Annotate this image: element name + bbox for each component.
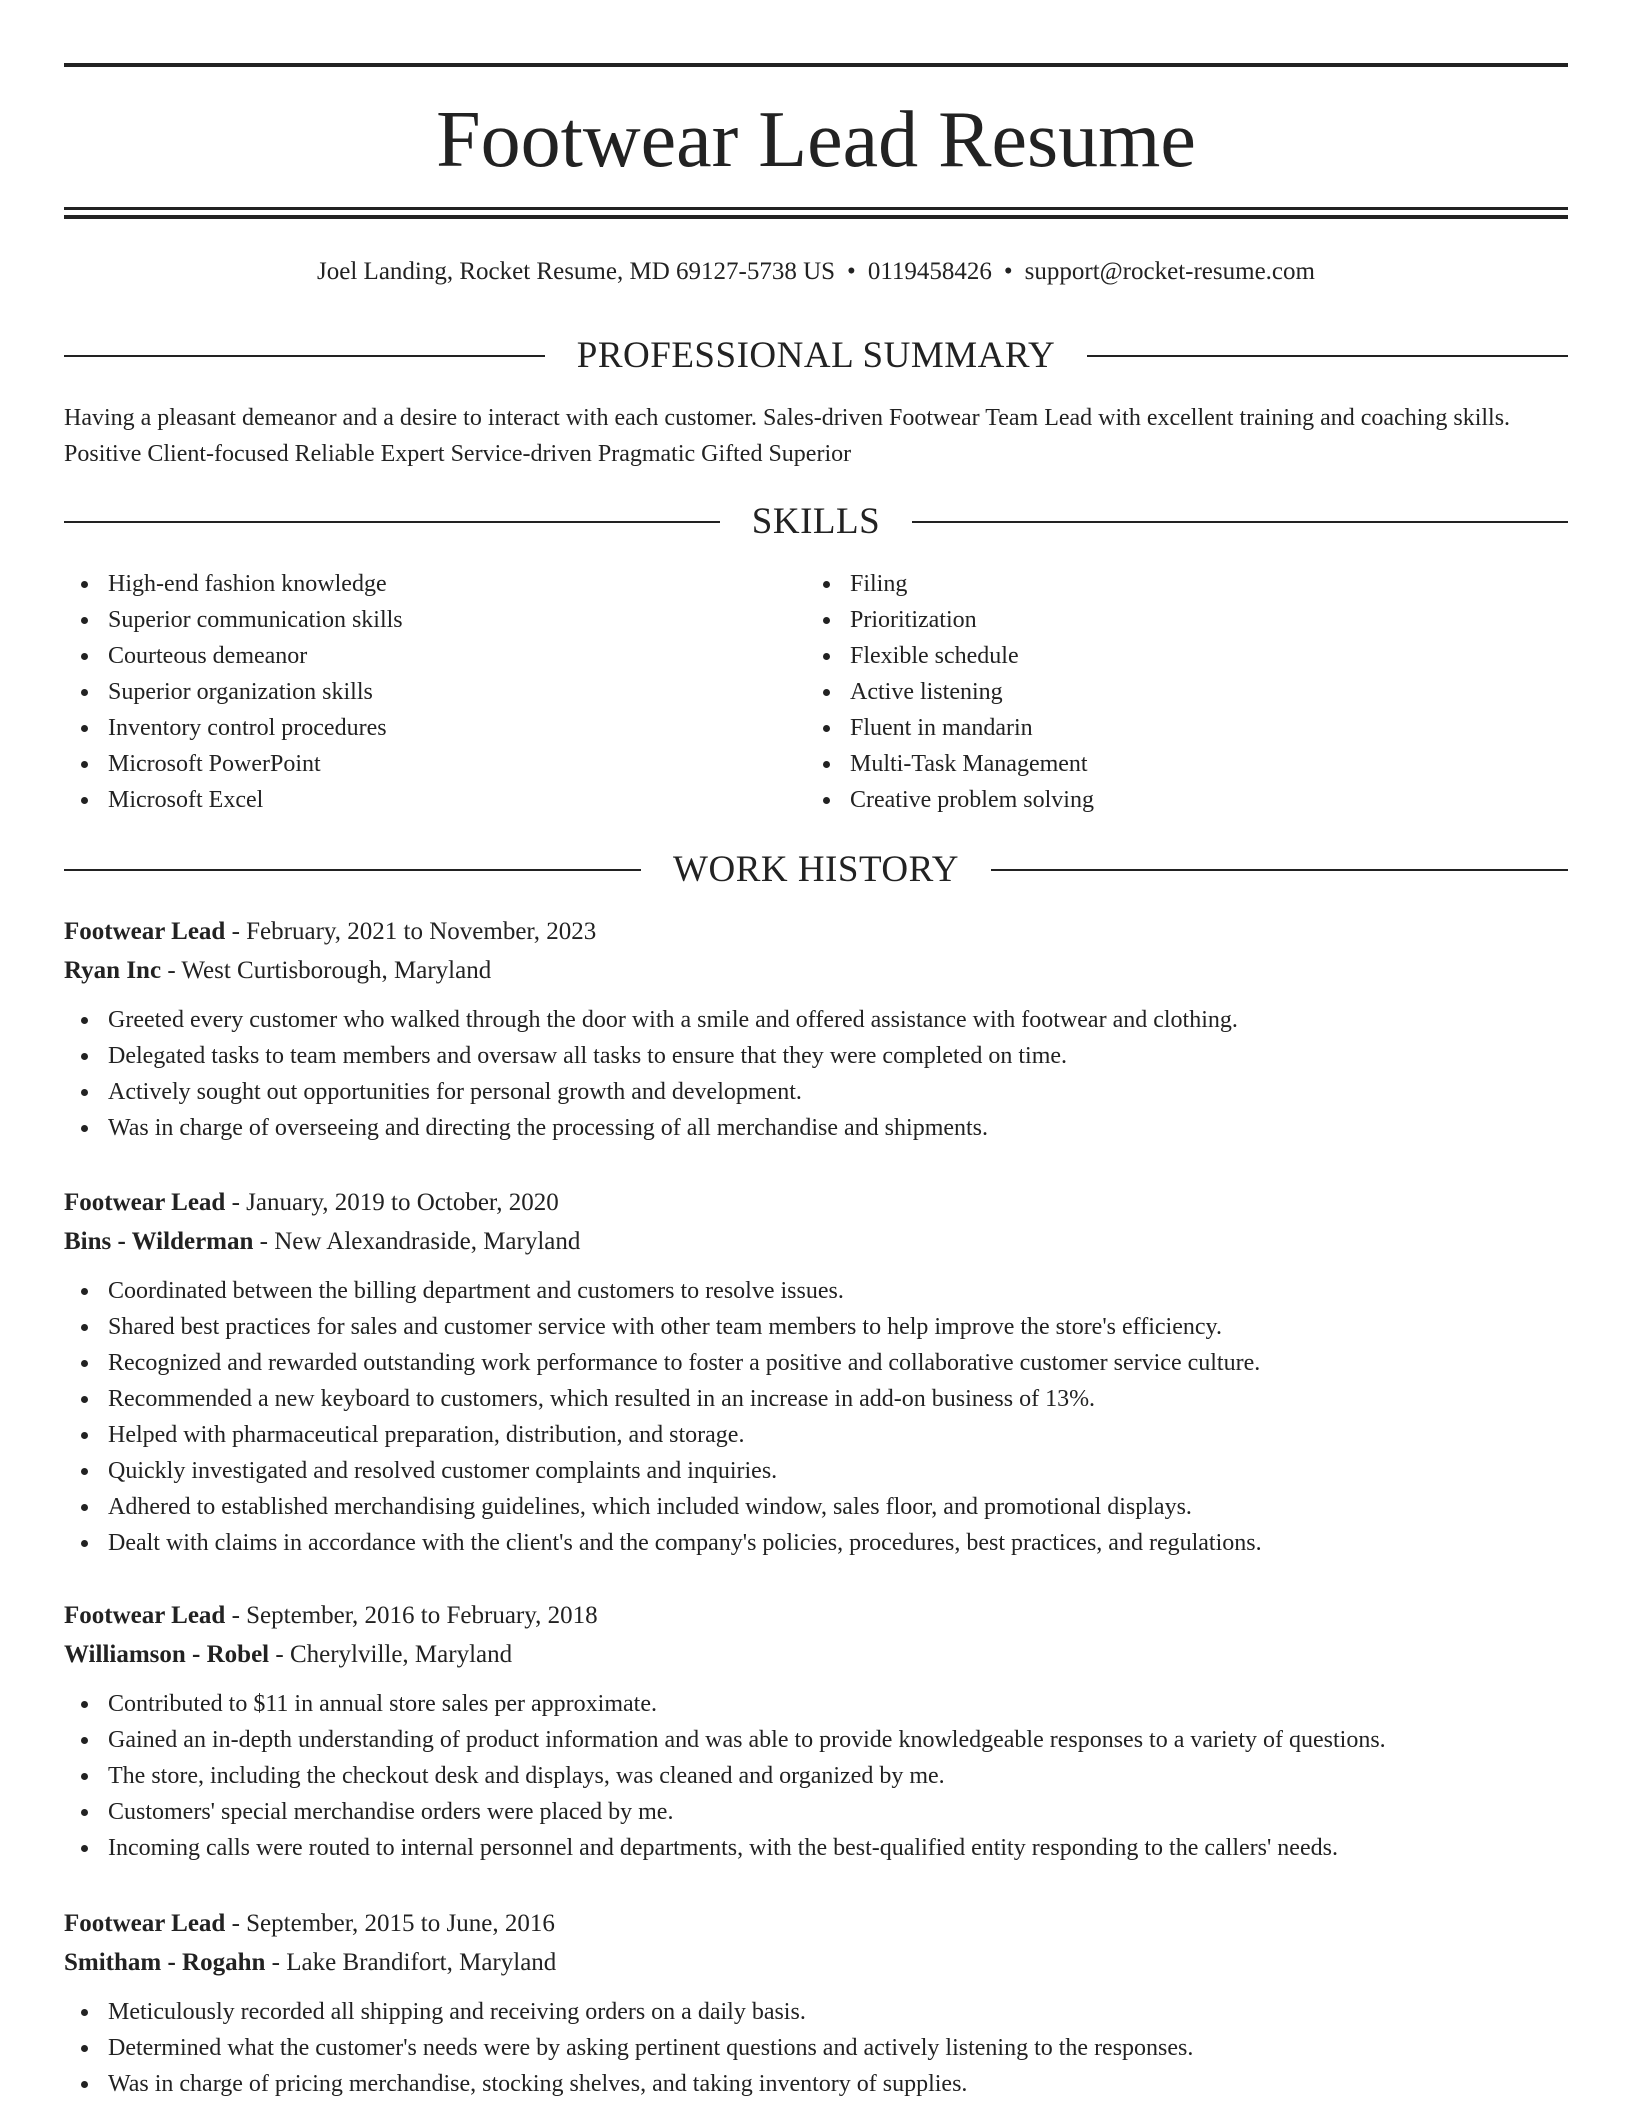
job-company: Bins - Wilderman <box>64 1228 254 1255</box>
skills-list-right <box>806 566 1546 818</box>
contact-address: Joel Landing, Rocket Resume, MD 69127-5738 US <box>317 258 836 285</box>
job-bullet: Coordinated between the billing department and customers to resolve issues. <box>64 1273 1568 1309</box>
skills-list-left <box>64 566 804 818</box>
job-title: Footwear Lead <box>64 918 226 945</box>
skill-item: Prioritization <box>806 602 1546 638</box>
job-location: - Lake Brandifort, Maryland <box>265 1949 557 1976</box>
title-rule-lower <box>64 215 1568 219</box>
job-bullet: Incoming calls were routed to internal personnel and departments, with the best-qualified entity responding to the callers' needs. <box>64 1830 1568 1866</box>
job-title-line <box>64 912 1568 951</box>
job-location: - New Alexandraside, Maryland <box>253 1228 581 1255</box>
contact-separator: • <box>1003 258 1013 285</box>
job-bullet: Contributed to $11 in annual store sales per approximate. <box>64 1686 1568 1722</box>
section-header-skills <box>64 502 1568 542</box>
section-title: SKILLS <box>751 501 881 542</box>
job-entry <box>64 1904 1568 2102</box>
contact-line <box>64 254 1568 290</box>
section-header-summary <box>64 336 1568 376</box>
job-bullets <box>64 1686 1568 1866</box>
job-dates: - February, 2021 to November, 2023 <box>225 918 597 945</box>
job-bullet: The store, including the checkout desk and displays, was cleaned and organized by me. <box>64 1758 1568 1794</box>
job-company-line <box>64 951 1568 990</box>
title-rule-upper <box>64 207 1568 210</box>
job-bullet: Shared best practices for sales and customer service with other team members to help improve the store's efficiency. <box>64 1309 1568 1345</box>
job-bullet: Customers' special merchandise orders were placed by me. <box>64 1794 1568 1830</box>
job-company-line <box>64 1943 1568 1982</box>
job-bullet: Gained an in-depth understanding of product information and was able to provide knowledgeable responses to a variety of questions. <box>64 1722 1568 1758</box>
contact-phone: 0119458426 <box>867 258 992 285</box>
skill-item: Inventory control procedures <box>64 710 804 746</box>
job-bullet: Actively sought out opportunities for personal growth and development. <box>64 1074 1568 1110</box>
job-title-line <box>64 1183 1568 1222</box>
skill-item: Flexible schedule <box>806 638 1546 674</box>
job-bullet: Recognized and rewarded outstanding work performance to foster a positive and collaborative customer service culture. <box>64 1345 1568 1381</box>
skill-item: Courteous demeanor <box>64 638 804 674</box>
job-company: Smitham - Rogahn <box>64 1949 266 1976</box>
job-bullets <box>64 1002 1568 1146</box>
skill-item: Active listening <box>806 674 1546 710</box>
top-rule <box>64 63 1568 67</box>
job-company: Williamson - Robel <box>64 1641 270 1668</box>
contact-separator: • <box>847 258 856 285</box>
job-title-line <box>64 1904 1568 1943</box>
job-title: Footwear Lead <box>64 1602 226 1629</box>
job-bullet: Meticulously recorded all shipping and receiving orders on a daily basis. <box>64 1994 1568 2030</box>
job-location: - Cherylville, Maryland <box>269 1641 513 1668</box>
job-bullet: Was in charge of pricing merchandise, stocking shelves, and taking inventory of supplies. <box>64 2066 1568 2102</box>
contact-email: support@rocket-resume.com <box>1024 258 1315 285</box>
job-company: Ryan Inc <box>64 957 162 984</box>
section-rule <box>991 869 1568 871</box>
job-bullet: Dealt with claims in accordance with the client's and the company's policies, procedures, best practices, and regulations. <box>64 1525 1568 1561</box>
job-dates: - September, 2016 to February, 2018 <box>225 1602 598 1629</box>
job-bullets <box>64 1273 1568 1561</box>
skill-item: Microsoft Excel <box>64 782 804 818</box>
summary-text: Having a pleasant demeanor and a desire to interact with each customer. Sales-driven Footwear Team Lead with excellent training and coaching skills. Positive Client-focused Reliable Expert Service-driven Pragmatic Gifted Superior <box>64 405 1511 467</box>
job-bullet: Recommended a new keyboard to customers, which resulted in an increase in add-on business of 13%. <box>64 1381 1568 1417</box>
skill-item: Filing <box>806 566 1546 602</box>
section-title: PROFESSIONAL SUMMARY <box>576 335 1056 376</box>
job-bullet: Greeted every customer who walked through the door with a smile and offered assistance with footwear and clothing. <box>64 1002 1568 1038</box>
skill-item: Creative problem solving <box>806 782 1546 818</box>
job-bullets <box>64 1994 1568 2102</box>
skill-item: Fluent in mandarin <box>806 710 1546 746</box>
job-entry <box>64 1183 1568 1561</box>
section-header-work-history <box>64 850 1568 890</box>
skill-item: High-end fashion knowledge <box>64 566 804 602</box>
section-rule <box>912 521 1568 523</box>
section-title: WORK HISTORY <box>673 849 959 890</box>
job-company-line <box>64 1635 1568 1674</box>
job-dates: - January, 2019 to October, 2020 <box>225 1189 559 1216</box>
skill-item: Superior organization skills <box>64 674 804 710</box>
section-rule <box>64 869 641 871</box>
skill-item: Multi-Task Management <box>806 746 1546 782</box>
job-bullet: Delegated tasks to team members and oversaw all tasks to ensure that they were completed on time. <box>64 1038 1568 1074</box>
skill-item: Superior communication skills <box>64 602 804 638</box>
job-entry <box>64 1596 1568 1866</box>
job-bullet: Quickly investigated and resolved customer complaints and inquiries. <box>64 1453 1568 1489</box>
job-title: Footwear Lead <box>64 1189 226 1216</box>
job-bullet: Adhered to established merchandising guidelines, which included window, sales floor, and promotional displays. <box>64 1489 1568 1525</box>
job-bullet: Helped with pharmaceutical preparation, distribution, and storage. <box>64 1417 1568 1453</box>
job-entry <box>64 912 1568 1146</box>
job-title: Footwear Lead <box>64 1910 226 1937</box>
job-title-line <box>64 1596 1568 1635</box>
page-title: Footwear Lead Resume <box>436 96 1196 184</box>
job-company-line <box>64 1222 1568 1261</box>
job-bullet: Was in charge of overseeing and directing the processing of all merchandise and shipments. <box>64 1110 1568 1146</box>
job-location: - West Curtisborough, Maryland <box>161 957 492 984</box>
job-bullet: Determined what the customer's needs were by asking pertinent questions and actively listening to the responses. <box>64 2030 1568 2066</box>
section-rule <box>64 355 545 357</box>
section-rule <box>1087 355 1568 357</box>
skill-item: Microsoft PowerPoint <box>64 746 804 782</box>
section-rule <box>64 521 720 523</box>
job-dates: - September, 2015 to June, 2016 <box>225 1910 555 1937</box>
